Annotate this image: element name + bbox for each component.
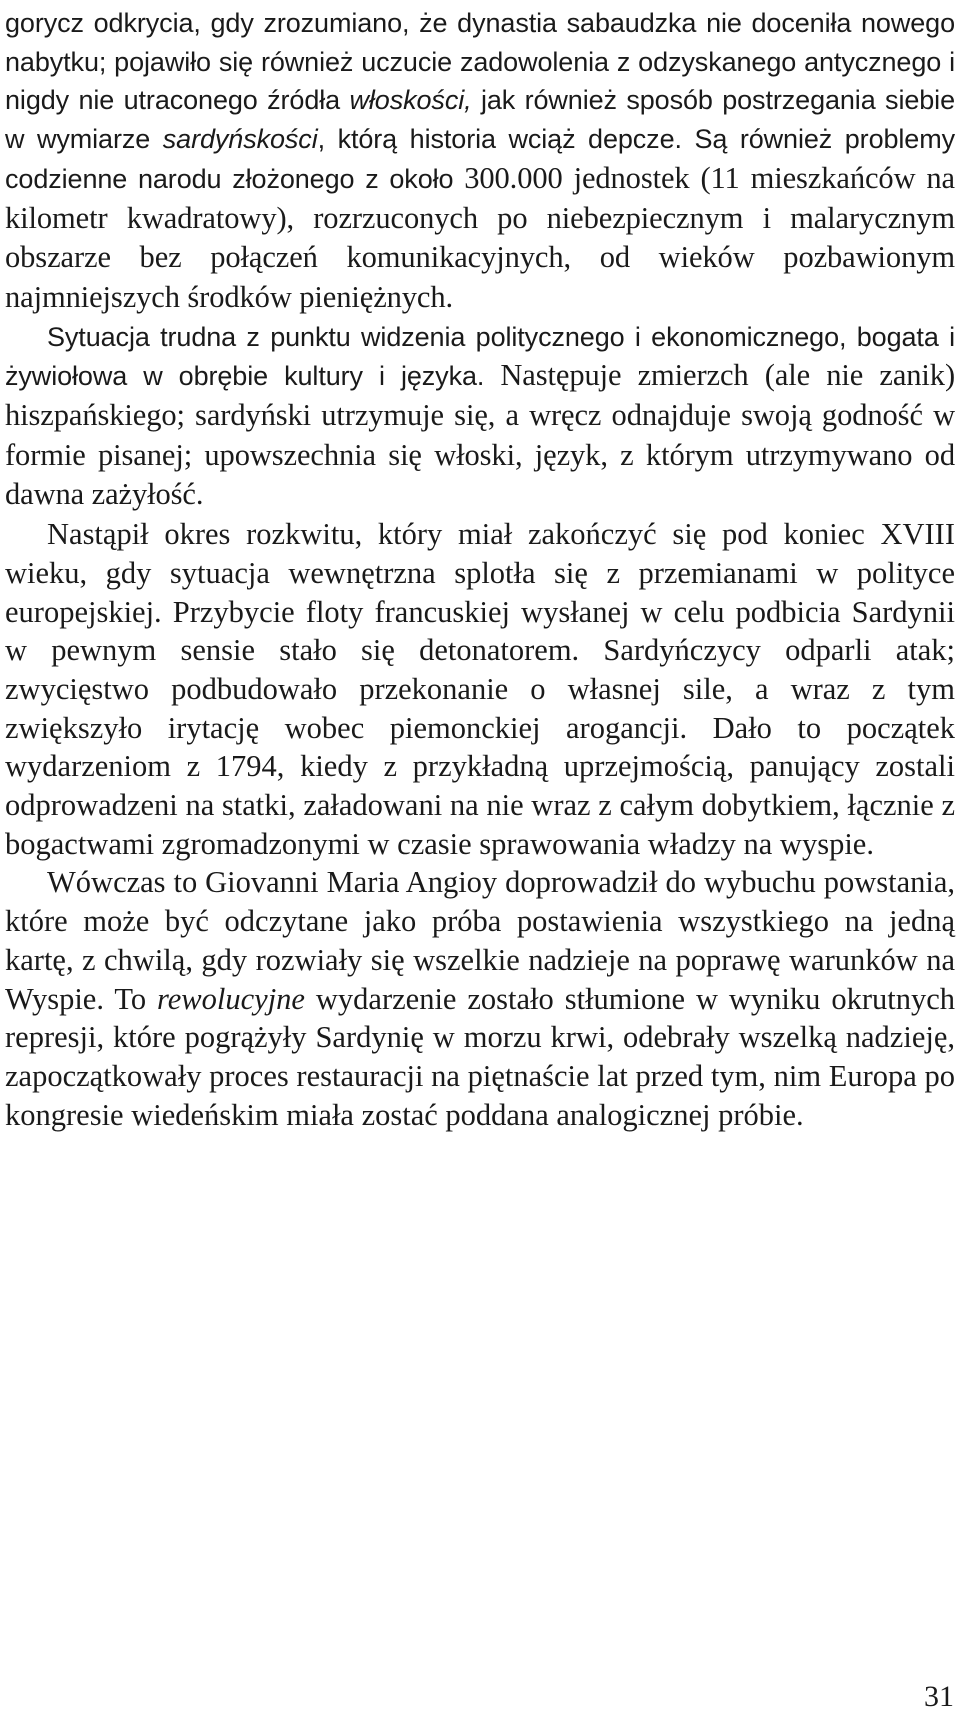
paragraph-2 [5, 318, 955, 516]
page-number: 31 [924, 1680, 954, 1713]
paragraph-2-text-a: Sytuacja trudna z punktu widzenia politycznego i ekonomicznego, bogata i żywiołowa w obrębie kultury i języka. [5, 321, 955, 392]
paragraph-1-text-c: , którą historia wciąż depcze. Są również problemy codzienne narodu złożonego z około [5, 124, 956, 194]
paragraph-2-text-b: Następuje zmierzch (ale nie zanik) hiszpańskiego; sardyński utrzymuje się, a wręcz odnajduje swoją godność w formie pisanej; upowszechnia się włoski, język, z którym utrzymywano od dawna zażyłość. [5, 358, 956, 512]
paragraph-4 [5, 863, 955, 1134]
paragraph-1-text-b: jak również sposób postrzegania siebie w wymiarze [5, 85, 955, 155]
paragraph-1-emphasis-sardynskosci: sardyńskości [162, 124, 318, 155]
paragraph-3: Nastąpił okres rozkwitu, który miał zakończyć się pod koniec XVIII wieku, gdy sytuacja wewnętrzna splotła się z przemianami w polityce europejskiej. Przybycie floty francuskiej wysłanej w celu podbicia Sardynii w pewnym sensie stało się detonatorem. Sardyńczycy odparli atak; zwycięstwo podbudowało przekonanie o własnej sile, a wraz z tym zwiększyło irytację wobec piemonckiej arogancji. Dało to początek wydarzeniom z 1794, kiedy z przykładną uprzejmością, panujący zostali odprowadzeni na statki, załadowani na nie wraz z całym dobytkiem, łącznie z bogactwami zgromadzonymi w czasie sprawowania władzy na wyspie. [5, 517, 955, 861]
paragraph-1-text-a: gorycz odkrycia, gdy zrozumiano, że dynastia sabaudzka nie doceniła nowego nabytku; pojawiło się również uczucie zadowolenia z odzyskanego antycznego i nigdy nie utraconego źródła [5, 8, 955, 116]
paragraph-1-emphasis-wloskosci: włoskości, [349, 85, 472, 116]
page-body [5, 4, 955, 1134]
paragraph-1-text-d: 300.000 jednostek (11 mieszkańców na kilometr kwadratowy), rozrzuconych po niebezpiecznym i malarycznym obszarze bez połączeń komunikacyjnych, od wieków pozbawionym najmniejszych środków pieniężnych. [5, 160, 955, 314]
paragraph-4-text-a: Wówczas to Giovanni Maria Angioy doprowadził do wybuchu powstania, które może być odczytane jako próba postawienia wszystkiego na jedną kartę, z chwilą, gdy rozwiały się wszelkie nadzieje na poprawę warunków na Wyspie. To [5, 865, 955, 1016]
paragraph-4-emphasis-rewolucyjne: rewolucyjne [157, 981, 305, 1016]
paragraph-1 [5, 4, 955, 318]
paragraph-4-text-b: wydarzenie zostało stłumione w wyniku okrutnych represji, które pogrążyły Sardynię w morzu krwi, odebrały wszelką nadzieję, zapoczątkowały proces restauracji na piętnaście lat przed tym, nim Europa po kongresie wiedeńskim miała zostać poddana analogicznej próbie. [5, 981, 955, 1132]
